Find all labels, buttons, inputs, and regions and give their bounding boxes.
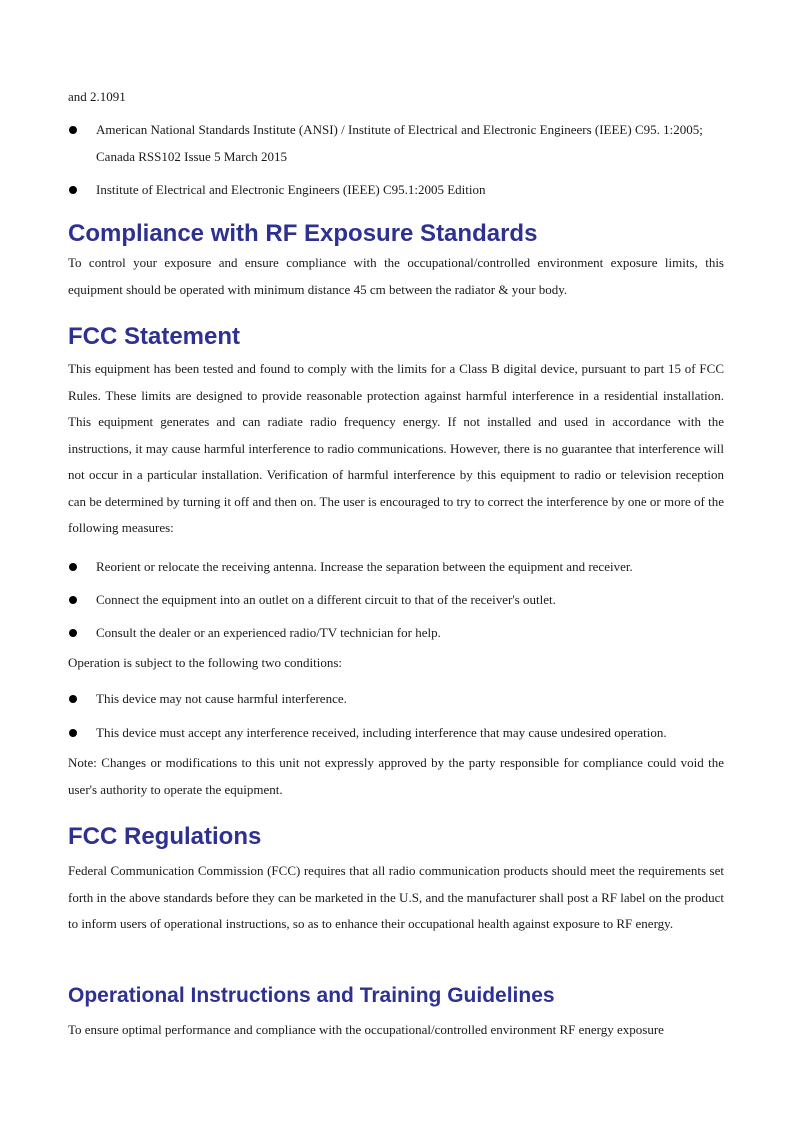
fcc-statement-paragraph: This equipment has been tested and found to comply with the limits for a Class B digital device, pursuant to part 15 of FCC Rules. These limits are designed to provide reasonable protection against harmful interference in a residential installation. This equipment generates and can radiate radio frequency energy. If not installed and used in accordance with the instructions, it may cause harmful interference to radio communications. However, there is no guarantee that interference will not occur in a particular installation. Verification of harmful interference by this equipment to radio or television reception can be determined by turning it off and then on. The user is encouraged to try to correct the interference by one or more of the following measures: [68,361,724,535]
list-item [68,620,724,647]
bullet-icon [69,729,77,737]
bullet-icon [69,126,77,134]
operational-heading: Operational Instructions and Training Guidelines [68,984,555,1007]
conditions-intro: Operation is subject to the following two conditions: [68,655,343,670]
list-item-text: This device must accept any interference received, including interference that may cause undesired operation. [96,725,667,740]
rf-exposure-paragraph: To control your exposure and ensure compliance with the occupational/controlled environment exposure limits, this equipment should be operated with minimum distance 45 cm between the radiator & your body. [68,255,724,297]
list-item [68,177,724,204]
bullet-icon [69,596,77,604]
fcc-note-paragraph: Note: Changes or modifications to this unit not expressly approved by the party responsible for compliance could void the user's authority to operate the equipment. [68,755,724,797]
list-item [68,587,724,614]
list-item-text: American National Standards Institute (ANSI) / Institute of Electrical and Electronic Engineers (IEEE) C95. 1:2005; Canada RSS102 Issue 5 March 2015 [96,122,703,164]
standards-continuation: and 2.1091 [68,89,126,104]
list-item-text: Connect the equipment into an outlet on a different circuit to that of the receiver's outlet. [96,592,556,607]
bullet-icon [69,629,77,637]
list-item-text: Institute of Electrical and Electronic Engineers (IEEE) C95.1:2005 Edition [96,182,486,197]
bullet-icon [69,563,77,571]
list-item [68,686,724,713]
fcc-regulations-heading: FCC Regulations [68,823,262,850]
list-item-text: Reorient or relocate the receiving antenna. Increase the separation between the equipment and receiver. [96,559,633,574]
rf-exposure-heading: Compliance with RF Exposure Standards [68,220,538,247]
list-item-text: This device may not cause harmful interference. [96,691,347,706]
fcc-statement-heading: FCC Statement [68,323,241,350]
list-item [68,554,724,581]
fcc-regulations-paragraph: Federal Communication Commission (FCC) requires that all radio communication products should meet the requirements set forth in the above standards before they can be marketed in the U.S, and the manufacturer shall post a RF label on the product to inform users of operational instructions, so as to enhance their occupational health against exposure to RF energy. [68,863,724,931]
list-item [68,720,724,747]
list-item-text: Consult the dealer or an experienced radio/TV technician for help. [96,625,441,640]
operational-paragraph: To ensure optimal performance and compliance with the occupational/controlled environment RF energy exposure [68,1022,664,1037]
bullet-icon [69,186,77,194]
bullet-icon [69,695,77,703]
list-item [68,117,724,170]
